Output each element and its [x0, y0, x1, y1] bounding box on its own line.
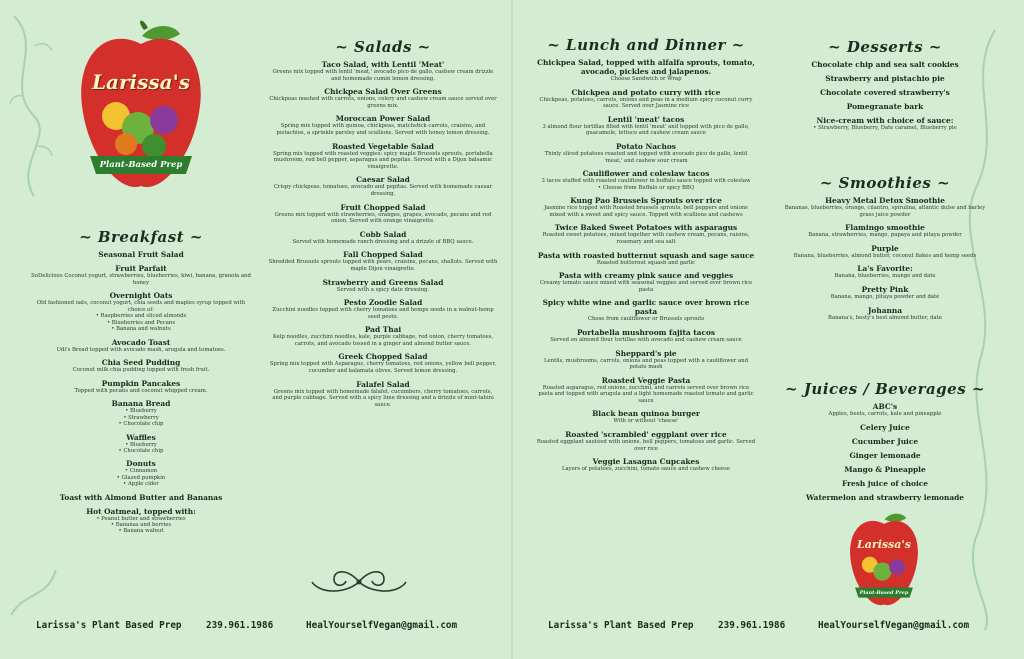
- menu-item-name: Pasta with roasted butternut squash and sage sauce: [537, 250, 755, 260]
- breakfast-section: [30, 228, 252, 540]
- menu-item-description: Banana, blueberries, mango and date: [834, 273, 936, 280]
- menu-item: [536, 457, 756, 473]
- menu-item-name: Taco Salad, with Lentil 'Meat': [321, 60, 445, 69]
- menu-item-name: Moroccan Power Salad: [335, 114, 431, 124]
- logo-small-name: Larissa's: [857, 538, 911, 551]
- menu-item-name: Black bean quinoa burger: [592, 409, 700, 419]
- menu-item: [780, 402, 990, 418]
- menu-item-name: Veggie Lasagna Cupcakes: [592, 457, 700, 467]
- juices-title: ~ Juices / Beverages ~: [785, 380, 985, 398]
- footer-business-left: Larissa's Plant Based Prep: [36, 620, 182, 631]
- menu-item-name: Seasonal Fruit Salad: [98, 250, 184, 259]
- menu-item: [780, 451, 990, 460]
- menu-item-name: Hot Oatmeal, topped with:: [86, 506, 196, 516]
- menu-item: [268, 298, 498, 320]
- menu-item-name: Strawberry and Greens Salad: [322, 277, 444, 287]
- salads-list: [268, 60, 498, 408]
- desserts-title: ~ Desserts ~: [828, 38, 942, 56]
- menu-item-name: Fall Chopped Salad: [343, 250, 423, 260]
- menu-item-description: Bananas, blueberries, orange, cilantro, spirulina, atlantic dulse and barley grass juice powder: [784, 205, 986, 218]
- menu-item: [30, 493, 252, 502]
- smoothies-title: ~ Smoothies ~: [819, 174, 951, 192]
- menu-item: [780, 285, 990, 301]
- footer-email-left: HealYourselfVegan@gmail.com: [306, 620, 458, 631]
- menu-item-description: Choose Sandwich or Wrap: [610, 76, 682, 82]
- menu-item-option: • Blueberries and Pecans: [106, 319, 176, 326]
- menu-item-name: Chickpea Salad Over Greens: [324, 87, 442, 97]
- menu-item-description: Chickpeas, potatoes, carrots, onions and peas in a medium spicy coconut curry sauce. Served over Jasmine rice: [539, 96, 753, 110]
- menu-item: [30, 338, 252, 354]
- menu-item-description: Banana, strawberries, mango, papaya and pitaya powder: [808, 232, 962, 239]
- menu-item: [536, 328, 756, 344]
- smoothies-section: [780, 174, 990, 326]
- menu-item-option: • Chocolate chip: [118, 448, 164, 454]
- menu-item: [780, 437, 990, 446]
- menu-item-description: Banana, mango, pitaya powder and date: [830, 293, 940, 300]
- menu-item-description: Roasted butternut squash and garlic: [596, 259, 696, 266]
- menu-item-name: Pasta with creamy pink sauce and veggies: [558, 271, 734, 281]
- menu-item-name: Cobb Salad: [359, 229, 407, 239]
- menu-item: [268, 380, 498, 409]
- menu-item: [30, 459, 252, 487]
- menu-item-description: Crispy chickpeas, tomatoes, avocado and pepitas. Served with homemade caesar dressing.: [273, 184, 493, 197]
- desserts-section: [780, 38, 990, 137]
- menu-item-name: Waffles: [126, 432, 156, 442]
- menu-item-name: Pretty Pink: [861, 284, 909, 294]
- menu-item: [268, 230, 498, 246]
- menu-item-option: • Chocolate chip: [118, 421, 164, 428]
- apple-logo-icon: [76, 16, 206, 201]
- breakfast-title: ~ Breakfast ~: [79, 228, 203, 246]
- smoothies-list: [780, 196, 990, 321]
- menu-item-description: Thinly sliced potatoes roasted and topped with avocado pico de gallo, lentil 'meat,' and cashew sour cream: [544, 150, 748, 164]
- menu-item-name: Heavy Metal Detox Smoothie: [825, 196, 945, 205]
- menu-item-name: Fruit Chopped Salad: [340, 202, 426, 212]
- menu-item-description: Banana, blueberries, almond butter, coconut flakes and hemp seeds: [793, 252, 977, 259]
- menu-item-description: Served with homemade ranch dressing and a drizzle of BBQ sauce.: [292, 238, 474, 245]
- menu-item-name: Potato Nachos: [616, 141, 676, 151]
- menu-item: [536, 142, 756, 164]
- footer-email-right: HealYourselfVegan@gmail.com: [818, 620, 970, 631]
- menu-item-description: Old fashioned oats, coconut yogurt, chia seeds and maples syrup topped with choice of:: [36, 300, 246, 313]
- menu-item: [30, 433, 252, 455]
- menu-item: [780, 60, 990, 69]
- menu-item-description: Udi's Bread topped with avocado mash, arugula and tomatoes.: [56, 346, 226, 353]
- juices-section: [780, 380, 990, 507]
- menu-item-description: Roasted eggplant sautéed with onions, bell peppers, tomatoes and garlic. Served over rice: [536, 439, 756, 452]
- menu-item-option: • Cinnamon: [124, 468, 158, 475]
- menu-item: [780, 223, 990, 239]
- menu-item-description: 3 almond flour tortillas filled with lentil 'meat' and topped with pico de gallo, guacamole, lettuce and cashew cream sauce: [542, 123, 750, 137]
- menu-item-name: Strawberry and pistachio pie: [825, 74, 945, 83]
- breakfast-list: [30, 250, 252, 535]
- menu-item-name: Chocolate chip and sea salt cookies: [811, 60, 959, 69]
- menu-item-option: • Raspberries and sliced almonds: [95, 313, 187, 320]
- menu-item: [536, 223, 756, 245]
- footer-phone-right: 239.961.1986: [718, 620, 786, 631]
- menu-item-name: ABC's: [872, 402, 898, 411]
- scroll-ornament-icon: [304, 567, 414, 597]
- menu-item: [536, 376, 756, 405]
- menu-item: [536, 271, 756, 293]
- menu-item: [780, 102, 990, 111]
- menu-item-description: Banana's, besty's best almond butter, date: [828, 314, 942, 321]
- menu-item-name: Pad Thai: [364, 325, 402, 335]
- menu-item: [268, 203, 498, 225]
- menu-item: [780, 479, 990, 488]
- menu-item-name: Overnight Oats: [109, 291, 173, 301]
- menu-item: [268, 250, 498, 272]
- menu-item-name: Sheppard's pie: [615, 348, 677, 358]
- menu-item: [780, 116, 990, 132]
- menu-item: [780, 264, 990, 280]
- menu-item-description: Spring mix topped with roasted veggies: spicy maple Brussels sprouts, portabella mushroom, red bell pepper, asparagus and pepitas. Served with a Dijon balsamic vinaigrette.: [273, 150, 493, 170]
- logo-small-tagline: Plant-Based Prep: [859, 590, 909, 596]
- menu-item-name: Spicy white wine and garlic sauce over brown rice pasta: [542, 298, 750, 317]
- menu-item-name: La's Favorite:: [857, 264, 913, 274]
- menu-item: [30, 358, 252, 374]
- menu-item-description: Layers of potatoes, zucchini, tomato sauce and cashew cheese: [561, 466, 730, 473]
- menu-item-name: Pumpkin Pancakes: [101, 378, 181, 388]
- menu-item: [30, 264, 252, 286]
- menu-item-description: SoDelicious Coconut yogurt, strawberries, blueberries, kiwi, banana, granola and honey: [31, 273, 251, 286]
- menu-item-name: Greek Chopped Salad: [338, 352, 428, 362]
- menu-item: [780, 196, 990, 218]
- menu-item-option: • Bananas and berries: [110, 522, 172, 529]
- menu-item-description: Shredded Brussels sprouts topped with pears, craisins, pecans, shallots. Served with maple Dijon vinaigrette.: [268, 259, 498, 272]
- menu-item: [780, 74, 990, 83]
- menu-item-name: Donuts: [126, 459, 156, 469]
- menu-item: [780, 306, 990, 322]
- brand-logo-small: [845, 508, 923, 613]
- footer-business-right: Larissa's Plant Based Prep: [548, 620, 694, 631]
- menu-item-description: Greens mix topped with homemade falafel, cucumbers, cherry tomatoes, carrots, and purple cabbage. Served with a spicy lime dressing and a drizzle of mint-tahini sauce.: [272, 388, 494, 408]
- lunch-dinner-list: [536, 58, 756, 473]
- menu-item: [780, 465, 990, 474]
- lunch-dinner-section: [536, 36, 756, 478]
- menu-item-option: • Banana walnut: [118, 528, 164, 535]
- menu-item-name: Chickpea Salad, topped with alfalfa sprouts, tomato, avocado, pickles and jalapenos.: [537, 58, 755, 76]
- menu-item: [268, 114, 498, 136]
- menu-item-name: Fruit Parfait: [115, 264, 167, 273]
- menu-item-option: • Glazed pumpkin: [116, 474, 166, 481]
- menu-item-option: • Blueberry: [125, 441, 157, 448]
- menu-item: [536, 88, 756, 110]
- menu-item: [536, 349, 756, 371]
- menu-item-name: Twice Baked Sweet Potatoes with asparagus: [554, 223, 738, 233]
- menu-item: [30, 379, 252, 395]
- menu-item-description: Lentils, mushrooms, carrots, onions and peas topped with a cauliflower and potato mash: [544, 357, 748, 371]
- menu-item: [30, 507, 252, 535]
- menu-item-description: Spring mix topped with quinoa, chickpeas, matchstick carrots, craisins, and pistachios, a sprinkle parsley and scallions. Served with honey lemon dressing.: [276, 123, 490, 136]
- menu-item-name: Pomegranate bark: [846, 102, 924, 111]
- menu-item-name: Fresh juice of choice: [842, 478, 928, 488]
- menu-item-description: Chickpeas mashed with carrots, onions, celery and cashew cream sauce served over greens mix.: [269, 96, 497, 109]
- menu-item-description: Creamy tomato sauce mixed with seasonal veggies and served over brown rice pasta: [539, 280, 753, 293]
- menu-item: [536, 115, 756, 137]
- salads-title: ~ Salads ~: [335, 38, 431, 56]
- page-fold: [511, 0, 513, 659]
- menu-item-description: • Strawberry, Blueberry, Date caramel, Blueberry pie: [813, 125, 957, 131]
- menu-item: [268, 142, 498, 171]
- menu-item-description: Roasted sweet potatoes, mixed together with cashew cream, pecans, raisins, rosemary and sea salt: [542, 232, 750, 245]
- menu-item-option: • Apple cider: [123, 481, 159, 488]
- menu-item-description: Served on almond flour tortillas with avocado and cashew cream sauce: [550, 336, 742, 343]
- menu-item-name: Purple: [871, 243, 899, 253]
- menu-item-name: Celery Juice: [860, 422, 910, 432]
- menu-item-name: Caesar Salad: [356, 175, 410, 185]
- menu-item: [30, 399, 252, 427]
- menu-item-name: Watermelon and strawberry lemonade: [806, 492, 964, 502]
- menu-item-description: Zucchini noodles topped with cherry tomatoes and hemps seeds in a walnut-hemp seed pesto.: [272, 307, 494, 320]
- menu-item-description: Greens mix topped with lentil 'meat,' avocado pico de gallo, cashew cream drizzle and homemade cumin lemon dressing.: [272, 69, 494, 82]
- footer-phone-left: 239.961.1986: [206, 620, 274, 631]
- menu-item: [536, 298, 756, 323]
- logo-name: Larissa's: [91, 70, 191, 94]
- menu-item-name: Ginger lemonade: [849, 450, 921, 460]
- menu-item: [30, 250, 252, 259]
- menu-item: [536, 58, 756, 83]
- menu-item-name: Portabella mushroom fajita tacos: [576, 327, 716, 337]
- menu-item-description: Served with a spicy date dressing.: [336, 286, 430, 293]
- menu-item-description: With or without 'cheese': [613, 418, 679, 425]
- menu-item-name: Roasted Vegetable Salad: [332, 141, 434, 151]
- menu-item: [268, 60, 498, 82]
- menu-item-description: Roasted asparagus, red onions, zucchini, and carrots served over brown rice pasta and topped with arugula and a light homemade roasted tomato and garlic sauce: [538, 384, 754, 404]
- menu-item-description: Chose from cauliflower or Brussels sprouts: [587, 316, 705, 323]
- menu-item-description: Spring mix topped with Asparagus, cherry tomatoes, red onions, yellow bell pepper, cucumber and kalamata olives. Served lemon dressing.: [269, 361, 497, 375]
- menu-item-name: Avocado Toast: [111, 337, 171, 347]
- menu-item-name: Falafel Salad: [356, 379, 410, 389]
- menu-item: [780, 493, 990, 502]
- menu-item-name: Chocolate covered strawberry's: [820, 88, 950, 97]
- brand-logo-large: [76, 16, 206, 201]
- menu-item-option: • Peanut butter and strawberries: [96, 515, 186, 522]
- menu-item: [268, 175, 498, 197]
- menu-item-description: Kelp noodles, zucchini noodles, kale, purple cabbage, red onion, cherry tomatoes, carrots, and avocado tossed in a ginger and almond butter sauce.: [272, 334, 494, 347]
- menu-item: [268, 87, 498, 109]
- menu-item-description: Topped with pecans and coconut whipped cream.: [74, 387, 208, 394]
- menu-item-name: Johanna: [867, 305, 903, 315]
- menu-item-name: Cauliflower and coleslaw tacos: [582, 169, 710, 179]
- menu-item-name: Kung Pao Brussels Sprouts over rice: [570, 196, 722, 206]
- lunch-dinner-title: ~ Lunch and Dinner ~: [547, 36, 745, 54]
- menu-item-name: Roasted 'scrambled' eggplant over rice: [565, 430, 727, 440]
- menu-item-option: • Banana and walnuts: [111, 326, 171, 333]
- menu-item-option: • Choose from Buffalo or spicy BBQ: [597, 184, 695, 191]
- menu-item: [536, 196, 756, 218]
- menu-item-name: Mango & Pineapple: [844, 464, 926, 474]
- menu-item: [268, 278, 498, 294]
- menu-item-name: Chia Seed Pudding: [101, 358, 181, 368]
- menu-item-option: • Blueberry: [125, 408, 157, 415]
- menu-item: [780, 244, 990, 260]
- juices-list: [780, 402, 990, 502]
- menu-item-name: Roasted Veggie Pasta: [601, 375, 691, 385]
- menu-item-name: Pesto Zoodle Salad: [343, 298, 423, 308]
- menu-item-name: Lentil 'meat' tacos: [607, 114, 685, 124]
- menu-item: [780, 423, 990, 432]
- desserts-list: [780, 60, 990, 132]
- menu-item: [536, 169, 756, 191]
- menu-item-description: Greens mix topped with strawberries, oranges, grapes, avocado, pecans and red onion. Served with orange vinaigrette.: [274, 211, 492, 225]
- menu-item-name: Toast with Almond Butter and Bananas: [59, 492, 223, 502]
- menu-item-description: Jasmine rice topped with Roasted brussels sprouts, bell peppers and onions mixed with a sweet and spicy sauce. Topped with scallions and cashews: [544, 205, 748, 218]
- menu-item-name: Chickpea and potato curry with rice: [571, 87, 721, 97]
- menu-item-description: 3 tacos stuffed with roasted cauliflower in buffalo sauce topped with coleslaw: [541, 178, 751, 185]
- menu-item-name: Nice-cream with choice of sauce:: [816, 116, 954, 125]
- menu-item-name: Banana Bread: [111, 399, 171, 409]
- menu-item-name: Flamingo smoothie: [845, 223, 925, 233]
- menu-item-description: Apples, beets, carrots, kale and pineapple: [828, 411, 942, 417]
- apple-logo-small-icon: [845, 508, 923, 613]
- menu-item: [30, 291, 252, 332]
- menu-item: [536, 251, 756, 267]
- menu-item-option: • Strawberry: [123, 414, 159, 421]
- menu-item: [536, 409, 756, 425]
- menu-item-name: Cucumber Juice: [851, 436, 919, 446]
- menu-item: [268, 325, 498, 347]
- menu-item: [780, 88, 990, 97]
- menu-item-description: Coconut milk chia pudding topped with fresh fruit.: [72, 367, 210, 374]
- logo-tagline: Plant-Based Prep: [99, 160, 183, 170]
- vine-decoration-top-left: [4, 6, 74, 206]
- menu-item: [268, 352, 498, 374]
- vine-decoration-bottom-left: [6, 560, 66, 620]
- menu-item: [536, 430, 756, 452]
- salads-section: [268, 38, 498, 413]
